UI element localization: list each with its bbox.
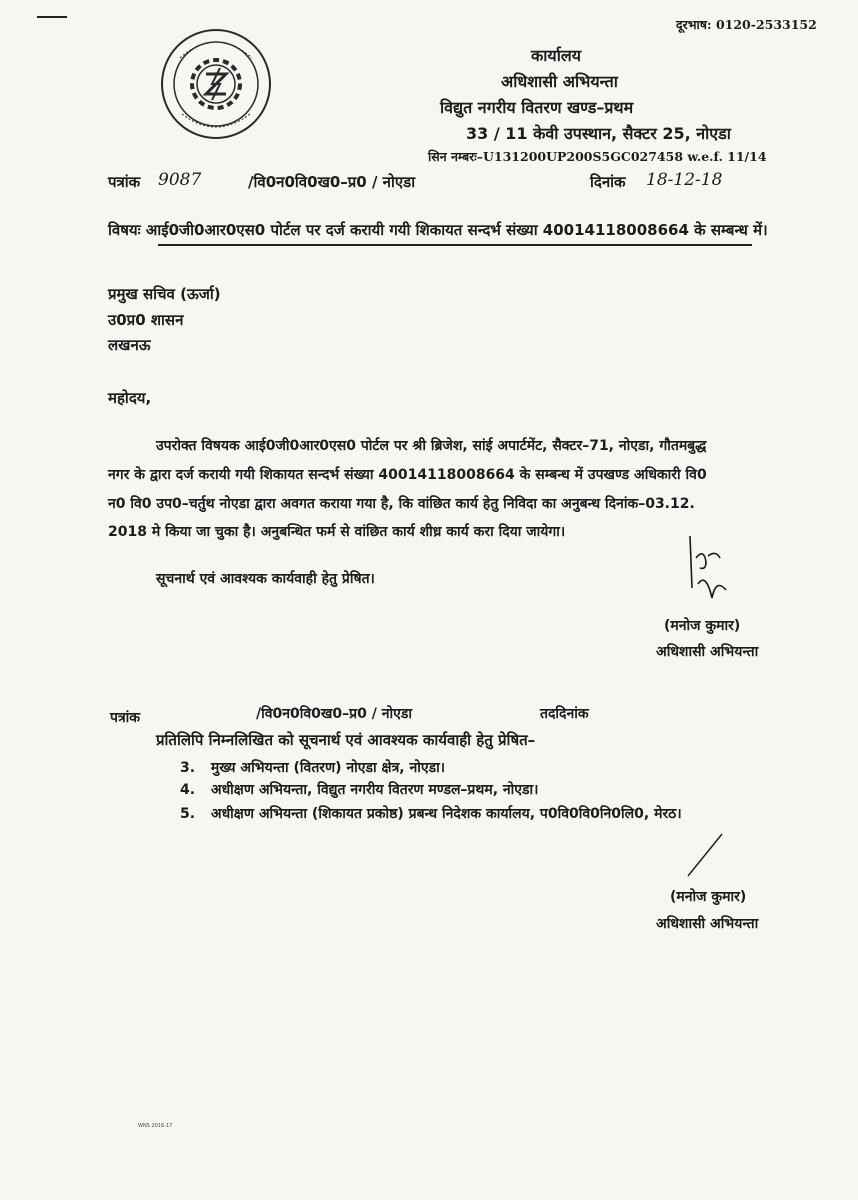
handwritten-date: 18-12-18 <box>646 170 723 190</box>
recipient-line-2: उ0प्र0 शासन <box>108 311 184 329</box>
cc-item: 4. अधीक्षण अभियन्ता, विद्युत नगरीय वितरण मण्डल–प्रथम, नोएडा। <box>180 782 539 798</box>
office-heading: कार्यालय <box>531 46 581 65</box>
signatory-name: (मनोज कुमार) <box>664 618 741 634</box>
body-line-4: 2018 मे किया जा चुका है। अनुबन्धित फर्म से वांछित कार्य शीध्र कार्य करा दिया जायेगा। <box>108 524 566 540</box>
ref-handwritten-number: 9087 <box>158 170 202 190</box>
copy-intro: प्रतिलिपि निम्नलिखित को सूचनार्थ एवं आवश्यक कार्यवाही हेतु प्रेषित– <box>156 731 536 749</box>
salutation: महोदय, <box>108 389 152 407</box>
subject-label: विषयः <box>108 221 141 239</box>
officer-title: अधिशासी अभियन्ता <box>501 72 618 91</box>
recipient-line-1: प्रमुख सचिव (ऊर्जा) <box>108 285 221 303</box>
ref-label: पत्रांक <box>108 173 141 191</box>
info-line: सूचनार्थ एवं आवश्यक कार्यवाही हेतु प्रेषित। <box>156 571 375 587</box>
cc-item: 5. अधीक्षण अभियन्ता (शिकायत प्रकोष्ठ) प्रबन्ध निदेशक कार्यालय, प0वि0वि0नि0लि0, मेरठ। <box>180 806 682 822</box>
office-address: 33 / 11 केवी उपस्थान, सैक्टर 25, नोएडा <box>466 124 731 143</box>
signatory-name-2: (मनोज कुमार) <box>670 889 747 905</box>
date-label: दिनांक <box>590 173 626 191</box>
cin-number: सिन नम्बरः–U131200UP200S5GC027458 w.e.f. 11/14 <box>428 149 767 164</box>
subject-text: आई0जी0आर0एस0 पोर्टल पर दर्ज करायी गयी शिकायत सन्दर्भ संख्या 40014118008664 के सम्बन्ध में। <box>145 221 768 239</box>
subject-underline <box>158 244 752 246</box>
body-line-3: न0 वि0 उप0–चर्तुथ नोएडा द्वारा अवगत कराया गया है, कि वांछित कार्य हेतु निविदा का अनुबन्ध दिनांक–03.12. <box>108 496 695 512</box>
organization-seal-icon <box>160 28 272 140</box>
signatory-designation: अधिशासी अभियन्ता <box>656 644 759 660</box>
copy-ref-label: पत्रांक <box>110 710 141 726</box>
signatory-designation-2: अधिशासी अभियन्ता <box>656 916 759 932</box>
copy-ref-code: /वि0न0वि0ख0–प्र0 / नोएडा <box>256 706 412 722</box>
subject-line <box>108 220 768 240</box>
body-line-2: नगर के द्वारा दर्ज करायी गयी शिकायत सन्दर्भ संख्या 40014118008664 के सम्बन्ध में उपखण्ड अधिकारी वि0 <box>108 467 707 483</box>
body-line-1: उपरोक्त विषयक आई0जी0आर0एस0 पोर्टल पर श्री ब्रिजेश, सांई अपार्टमेंट, सैक्टर–71, नोएडा, गौतमबुद्ध <box>156 438 707 454</box>
footer-print-code: WNS 2016-17 <box>138 1123 173 1129</box>
handwritten-tick <box>686 830 726 880</box>
ref-code: /वि0न0वि0ख0–प्र0 / नोएडा <box>248 173 416 191</box>
division-name: विद्युत नगरीय वितरण खण्ड–प्रथम <box>440 98 634 117</box>
pen-mark <box>37 16 67 18</box>
phone-number: दूरभाष: 0120-2533152 <box>676 17 817 32</box>
cc-item: 3. मुख्य अभियन्ता (वितरण) नोएडा क्षेत्र, नोएडा। <box>180 760 446 776</box>
recipient-line-3: लखनऊ <box>108 336 151 354</box>
copy-date-text: तददिनांक <box>540 706 589 722</box>
